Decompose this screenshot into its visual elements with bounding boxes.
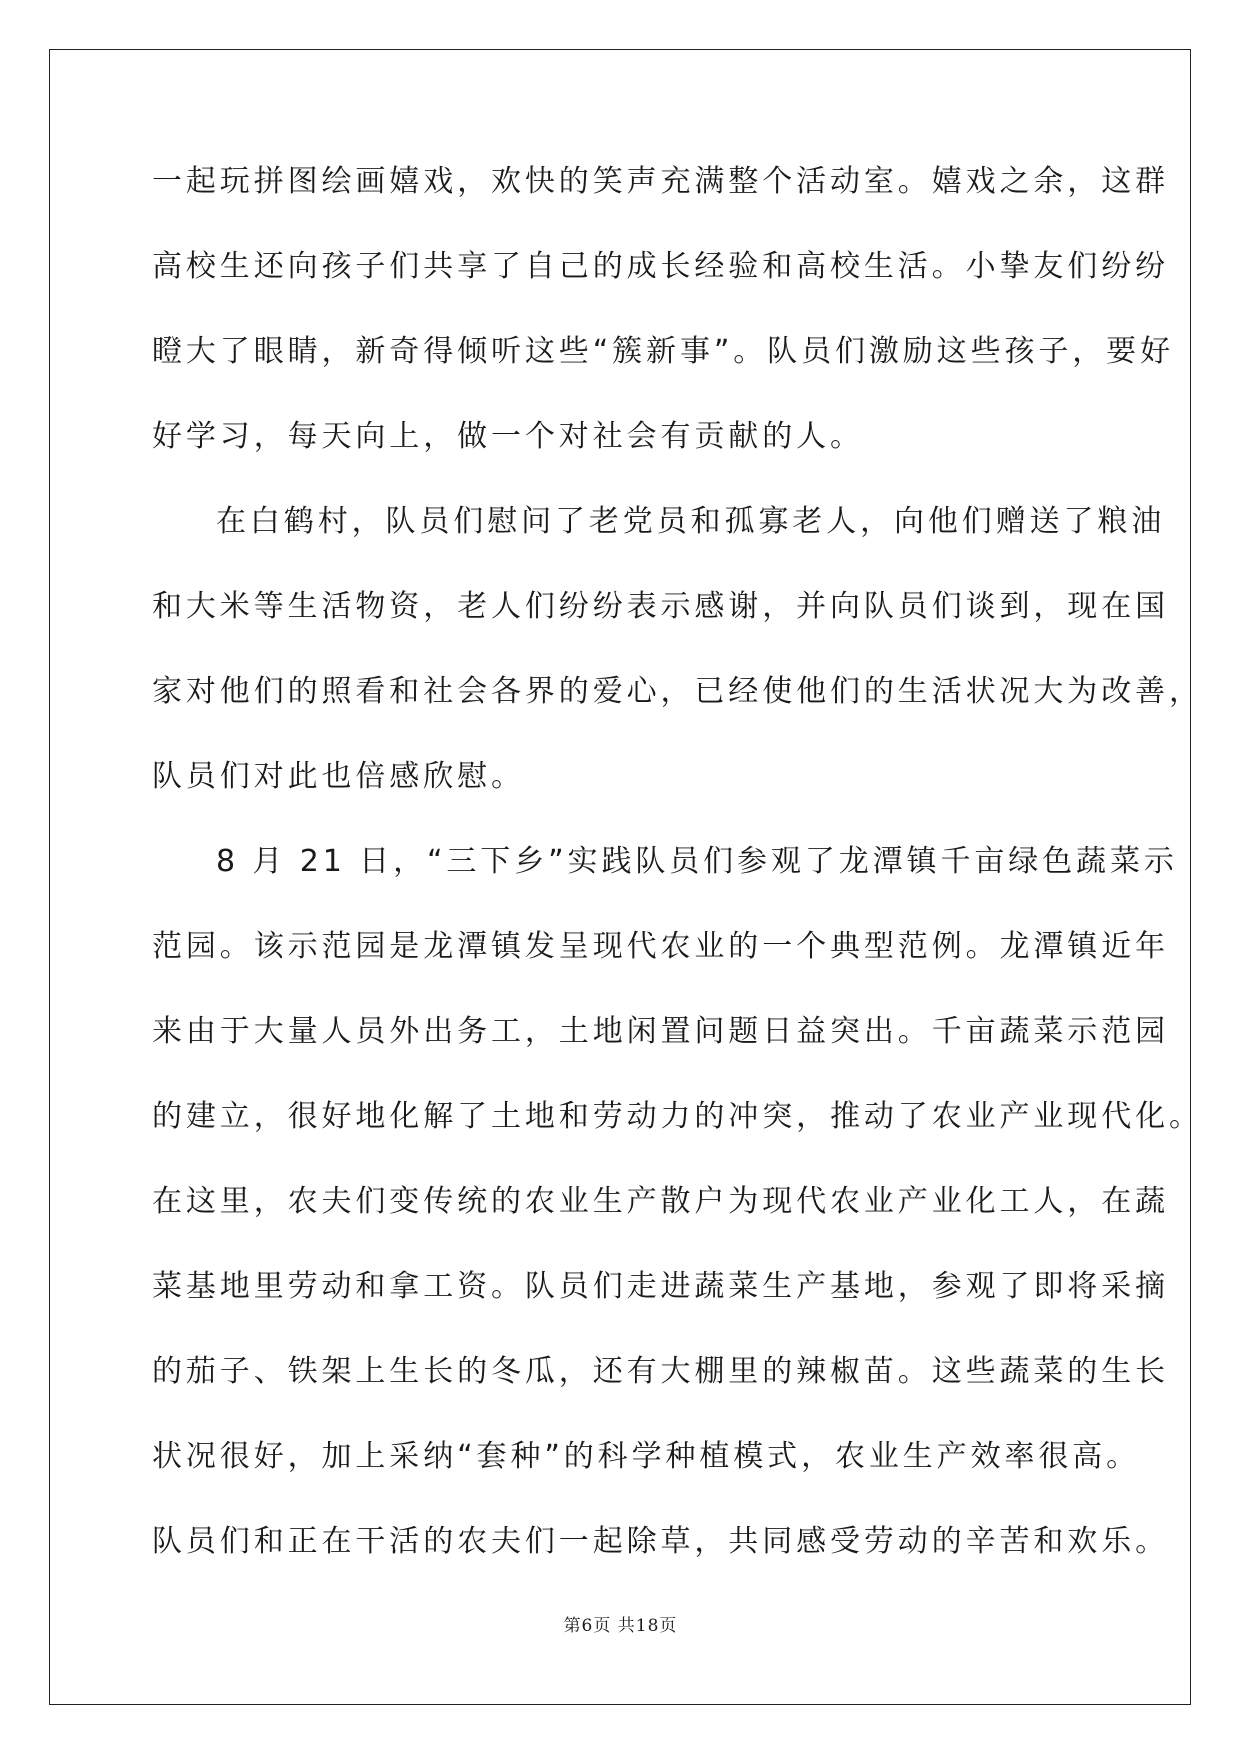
text-line: 状况很好，加上采纳“套种”的科学种植模式，农业生产效率很高。 bbox=[152, 1439, 1141, 1474]
text-line: 和大米等生活物资，老人们纷纷表示感谢，并向队员们谈到，现在国 bbox=[152, 589, 1169, 624]
text-line: 菜基地里劳动和拿工资。队员们走进蔬菜生产基地，参观了即将采摘 bbox=[152, 1269, 1169, 1304]
text-line: 瞪大了眼睛，新奇得倾听这些“簇新事”。队员们激励这些孩子，要好 bbox=[152, 334, 1174, 369]
page-number-footer: 第6页 共18页 bbox=[563, 1616, 678, 1636]
text-line: 的茄子、铁架上生长的冬瓜，还有大棚里的辣椒苗。这些蔬菜的生长 bbox=[152, 1354, 1169, 1389]
paragraph-first-line: 8 月 21 日，“三下乡”实践队员们参观了龙潭镇千亩绿色蔬菜示 bbox=[216, 844, 1178, 879]
text-line: 高校生还向孩子们共享了自己的成长经验和高校生活。小挚友们纷纷 bbox=[152, 249, 1169, 284]
text-line: 队员们和正在干活的农夫们一起除草，共同感受劳动的辛苦和欢乐。 bbox=[152, 1524, 1169, 1559]
text-line: 来由于大量人员外出务工，土地闲置问题日益突出。千亩蔬菜示范园 bbox=[152, 1014, 1169, 1049]
text-line: 一起玩拼图绘画嬉戏，欢快的笑声充满整个活动室。嬉戏之余，这群 bbox=[152, 164, 1169, 199]
text-line: 在这里，农夫们变传统的农业生产散户为现代农业产业化工人，在蔬 bbox=[152, 1184, 1169, 1219]
text-line: 好学习，每天向上，做一个对社会有贡献的人。 bbox=[152, 419, 864, 454]
text-line: 的建立，很好地化解了土地和劳动力的冲突，推动了农业产业现代化。 bbox=[152, 1099, 1203, 1134]
paragraph-first-line: 在白鹤村，队员们慰问了老党员和孤寡老人，向他们赠送了粮油 bbox=[216, 504, 1166, 539]
text-line: 范园。该示范园是龙潭镇发呈现代农业的一个典型范例。龙潭镇近年 bbox=[152, 929, 1169, 964]
text-line: 家对他们的照看和社会各界的爱心，已经使他们的生活状况大为改善， bbox=[152, 674, 1203, 709]
document-body bbox=[152, 158, 1203, 1603]
text-line: 队员们对此也倍感欣慰。 bbox=[152, 759, 525, 794]
